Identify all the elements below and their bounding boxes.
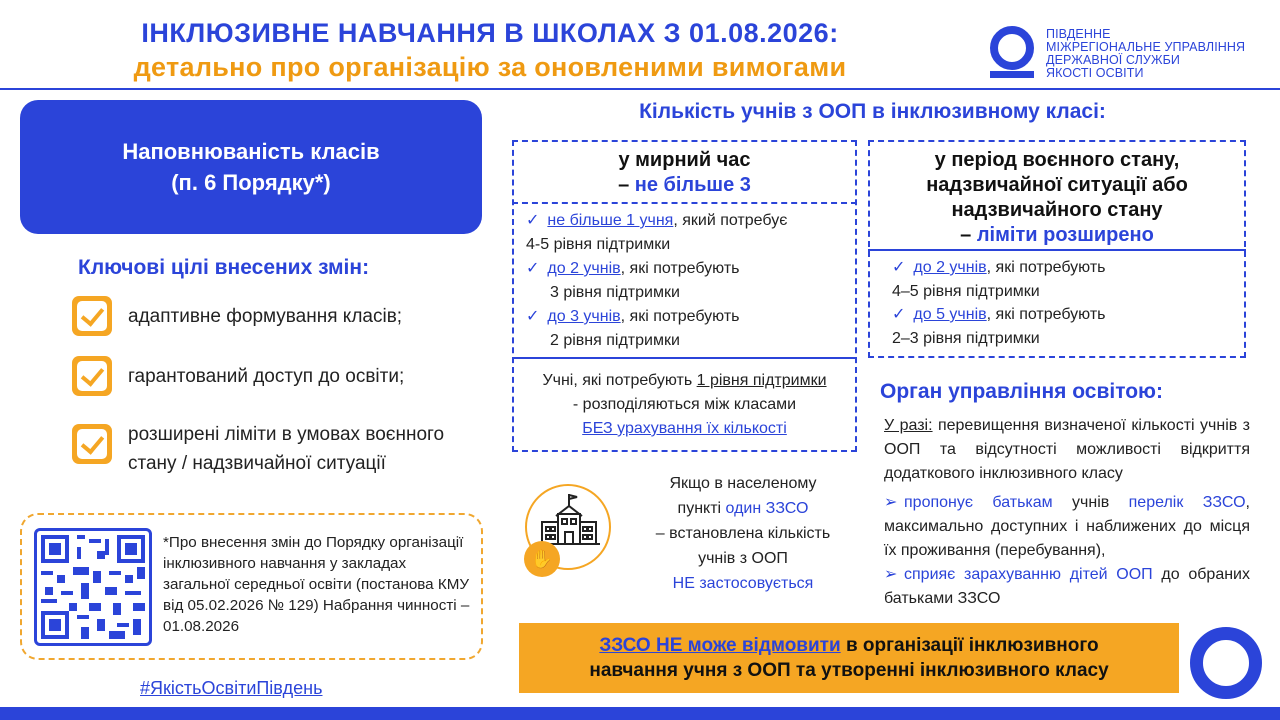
peace-row-text: , який потребує [673,212,788,229]
peace-foot-line2: - розподіляються між класами [572,396,797,413]
arrow-icon: ➢ [884,494,898,511]
peace-title: у мирний час [618,149,751,171]
war-limit [868,223,1246,248]
check-icon: ✓ [892,259,906,276]
war-row-1-second: 4–5 рівня підтримки [892,283,1040,300]
peace-footnote [512,369,857,441]
war-row-1 [892,256,1106,280]
goal-item [72,420,458,478]
organ-paragraph [884,414,1250,486]
war-row-link[interactable]: до 5 учнів [913,306,987,323]
organ-item-text: учнів [1052,494,1129,511]
check-icon: ✓ [892,306,906,323]
qr-code-icon[interactable] [34,528,152,646]
war-divider [868,249,1246,251]
war-limit-dash: – [960,224,977,246]
school-line-highlight: НЕ застосовується [672,575,814,592]
checkbox-icon [72,356,112,396]
peace-foot-line3: БЕЗ урахування їх кількості [582,420,787,437]
peace-heading [512,148,857,198]
organ-para-underline: У разі: [884,417,933,434]
war-title-line: надзвичайної ситуації або [926,174,1188,196]
peace-row-1-second: 4-5 рівня підтримки [526,236,671,253]
school-note [630,471,856,596]
goal-text: розширені ліміти в умовах воєнного стану / надзвичайної ситуації [128,424,445,474]
checkbox-icon [72,296,112,336]
check-icon: ✓ [526,308,540,325]
page-subtitle: детально про організацію за оновленими вимогами [133,52,847,82]
peace-row-3 [526,305,740,329]
peace-row-3-second: 2 рівня підтримки [550,332,680,349]
peace-row-link[interactable]: не більше 1 учня [547,212,674,229]
organ-item-2 [884,563,1250,611]
banner-highlight: ЗЗСО НЕ може відмовити [599,635,841,656]
peace-row-link[interactable]: до 3 учнів [547,308,621,325]
school-line: Якщо в населеному [669,475,817,492]
org-name-line: ПІВДЕННЕ [1046,27,1111,41]
ring-logo-icon [1190,627,1262,699]
organ-para-text: перевищення визначеної кількості учнів з ООП та відсутності можливості відкриття додаткового інклюзивного класу [884,417,1251,482]
peace-divider [512,202,857,204]
organ-item-text: до обраних батьками ЗЗСО [884,566,1250,607]
hashtag-link[interactable]: #ЯкістьОсвітиПівдень [140,678,323,698]
check-icon: ✓ [526,260,540,277]
organ-item-1 [884,491,1250,563]
note-text: *Про внесення змін до Порядку організації інклюзивного навчання у закладах загальної середньої освіти (постанова КМУ від 05.02.2026 № 129) Набрання чинності – 01.08.2026 [163,534,470,635]
goal-text: гарантований доступ до освіти; [128,366,405,387]
war-heading [868,148,1246,248]
goal-item [72,296,402,336]
banner-text: в організації інклюзивного [840,635,1099,656]
org-name-line: МІЖРЕГІОНАЛЬНЕ УПРАВЛІННЯ [1046,40,1246,54]
peace-limit [512,173,857,198]
peace-row-2-second: 3 рівня підтримки [550,284,680,301]
school-line: учнів з ООП [698,550,788,567]
peace-divider-2 [512,357,857,359]
org-name-line: ДЕРЖАВНОЇ СЛУЖБИ [1046,53,1180,67]
bottom-banner [519,623,1179,693]
organ-item-highlight: перелік ЗЗСО [1128,494,1246,511]
count-title: Кількість учнів з ООП в інклюзивному класі: [639,100,1106,123]
war-row-text: , які потребують [986,259,1106,276]
peace-row-1 [526,209,787,233]
fill-card-title: Наповнюваність класів [122,139,380,164]
goal-item [72,356,404,396]
peace-limit-value: не більше 3 [634,174,751,196]
organ-item-highlight: пропонує батькам [904,494,1053,511]
peace-row-text: , які потребують [620,308,740,325]
peace-row-2 [526,257,740,281]
organ-item-highlight: сприяє зарахуванню дітей ООП [904,566,1153,583]
fill-card-ref: (п. 6 Порядку*) [171,170,331,195]
goals-title: Ключові цілі внесених змін: [78,256,370,279]
arrow-icon: ➢ [884,566,898,583]
org-name-line: ЯКОСТІ ОСВІТИ [1046,66,1144,80]
war-row-link[interactable]: до 2 учнів [913,259,987,276]
war-title-line: надзвичайного стану [951,199,1163,221]
header-divider [0,88,1280,90]
peace-foot-line1 [512,369,857,393]
war-row-2 [892,303,1106,327]
school-line [630,496,856,521]
school-highlight: один ЗЗСО [725,500,809,517]
peace-limit-dash: – [618,174,635,196]
check-icon: ✓ [526,212,540,229]
peace-row-text: , які потребують [620,260,740,277]
logo-ring-icon [990,26,1034,70]
banner-line1 [519,633,1179,658]
organ-item-text: , максимально доступних і наближених до місця їх проживання (перебування), [884,494,1250,559]
goal-text: адаптивне формування класів; [128,306,403,327]
banner-line2: навчання учня з ООП та утворенні інклюзивного класу [589,660,1109,681]
peace-foot-underline: 1 рівня підтримки [696,372,827,389]
org-name [1046,28,1245,80]
organ-title: Орган управління освітою: [880,380,1163,403]
bottom-bar [0,707,1280,720]
class-fill-card [20,100,482,234]
logo-bar-icon [990,71,1034,78]
war-limit-value: ліміти розширено [976,224,1154,246]
war-row-text: , які потребують [986,306,1106,323]
war-title-line: у період воєнного стану, [934,149,1180,171]
peace-row-link[interactable]: до 2 учнів [547,260,621,277]
hand-icon: ✋ [524,541,560,577]
page-title: ІНКЛЮЗИВНЕ НАВЧАННЯ В ШКОЛАХ З 01.08.2026: [141,18,839,48]
school-text: пункті [677,500,726,517]
school-line: – встановлена кількість [655,525,831,542]
peace-foot-text: Учні, які потребують [542,372,697,389]
war-row-2-second: 2–3 рівня підтримки [892,330,1040,347]
checkbox-icon [72,424,112,464]
